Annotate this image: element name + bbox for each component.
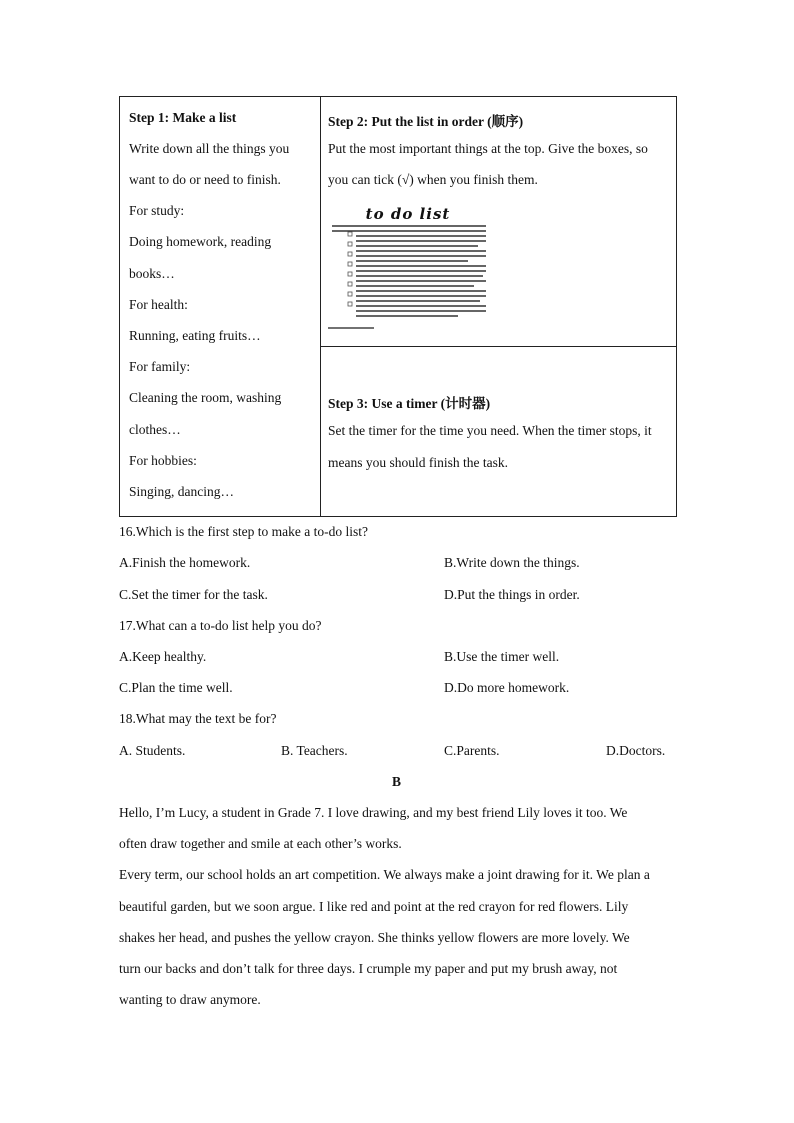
todo-list-image-title: to do list — [365, 205, 451, 223]
question-18-stem: 18.What may the text be for? — [119, 711, 277, 726]
question-16-option-b[interactable]: B.Write down the things. — [444, 555, 580, 570]
question-16-option-c[interactable]: C.Set the timer for the task. — [119, 587, 268, 602]
question-18-option-a[interactable]: A. Students. — [119, 743, 186, 758]
passage-line: shakes her head, and pushes the yellow crayon. She thinks yellow flowers are more lovely. We — [119, 930, 630, 945]
question-16-option-d[interactable]: D.Put the things in order. — [444, 587, 580, 602]
question-16-stem: 16.Which is the first step to make a to-do list? — [119, 524, 368, 539]
question-17-option-d[interactable]: D.Do more homework. — [444, 680, 570, 695]
table-divider-horizontal — [320, 346, 676, 347]
step1-line: Singing, dancing… — [129, 484, 234, 499]
question-17-stem: 17.What can a to-do list help you do? — [119, 618, 322, 633]
step1-line: books… — [129, 266, 175, 281]
step1-line: want to do or need to finish. — [129, 172, 281, 187]
question-18-option-b[interactable]: B. Teachers. — [281, 743, 348, 758]
step1-line: For hobbies: — [129, 453, 197, 468]
question-18-option-c[interactable]: C.Parents. — [444, 743, 500, 758]
passage-line: Every term, our school holds an art competition. We always make a joint drawing for it. We plan a — [119, 867, 650, 882]
question-18-option-d[interactable]: D.Doctors. — [606, 743, 666, 758]
step2-line: Put the most important things at the top. Give the boxes, so — [328, 141, 648, 156]
passage-line: Hello, I’m Lucy, a student in Grade 7. I love drawing, and my best friend Lily loves it too. We — [119, 805, 628, 820]
passage-line: wanting to draw anymore. — [119, 992, 261, 1007]
step1-line: For health: — [129, 297, 188, 312]
step3-title: Step 3: Use a timer (计时器) — [328, 396, 491, 411]
question-17-option-c[interactable]: C.Plan the time well. — [119, 680, 233, 695]
step3-line: Set the timer for the time you need. When the timer stops, it — [328, 423, 652, 438]
section-b-heading: B — [392, 774, 402, 789]
question-17-option-a[interactable]: A.Keep healthy. — [119, 649, 207, 664]
step1-line: Doing homework, reading — [129, 234, 272, 249]
step1-line: Write down all the things you — [129, 141, 290, 156]
step1-title: Step 1: Make a list — [129, 110, 237, 125]
passage-line: beautiful garden, but we soon argue. I like red and point at the red crayon for red flowers. Lily — [119, 899, 629, 914]
question-17-option-b[interactable]: B.Use the timer well. — [444, 649, 560, 664]
todo-list-image — [328, 202, 488, 332]
step1-line: Cleaning the room, washing — [129, 390, 282, 405]
step2-line: you can tick (√) when you finish them. — [328, 172, 538, 187]
step3-line: means you should finish the task. — [328, 455, 508, 470]
step1-line: Running, eating fruits… — [129, 328, 261, 343]
step2-title: Step 2: Put the list in order (顺序) — [328, 114, 524, 129]
step1-line: clothes… — [129, 422, 181, 437]
table-divider-vertical — [320, 96, 321, 516]
step1-line: For study: — [129, 203, 185, 218]
step1-line: For family: — [129, 359, 191, 374]
passage-line: turn our backs and don’t talk for three days. I crumple my paper and put my brush away, not — [119, 961, 618, 976]
question-16-option-a[interactable]: A.Finish the homework. — [119, 555, 251, 570]
passage-line: often draw together and smile at each other’s works. — [119, 836, 402, 851]
